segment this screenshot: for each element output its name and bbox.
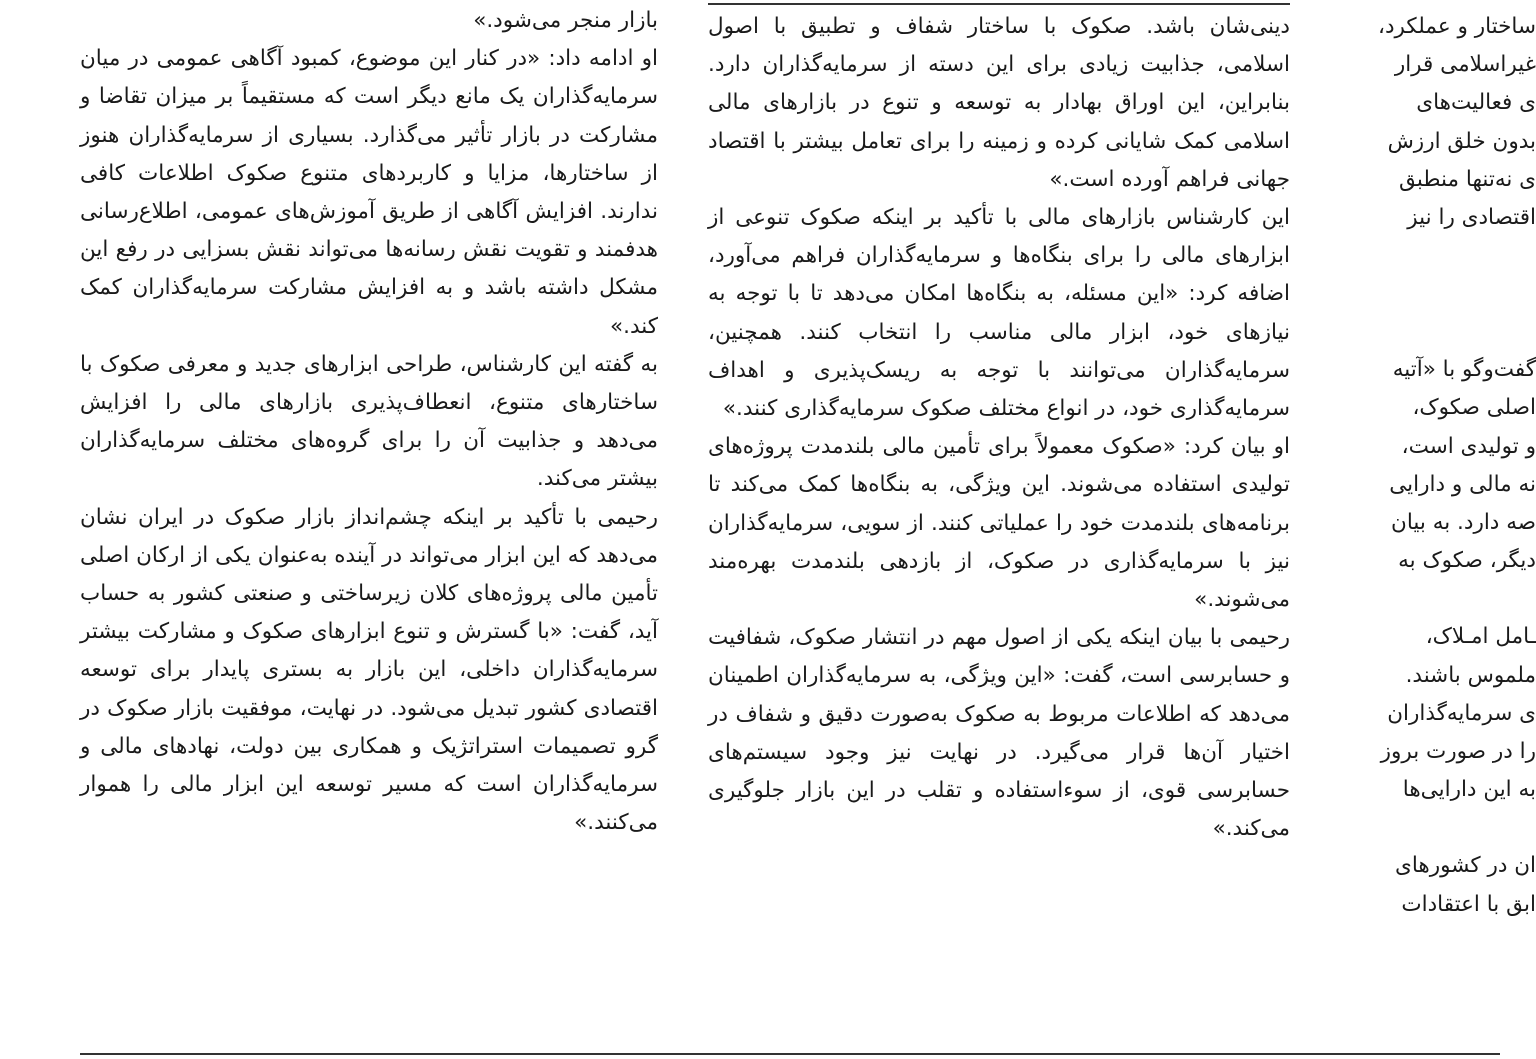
text-line: ساختار و عملکرد، — [1378, 14, 1536, 39]
bottom-rule — [80, 1053, 1500, 1055]
paragraph: او ادامه داد: «در کنار این موضوع، کمبود آگاهی عمومی در میان سرمایه‌گذاران یک مانع دیگر است که مستقیماً بر میزان تقاضا و مشارکت در بازار تأثیر می‌گذارد. بسیاری از سرمایه‌گذاران هنوز از ساختارها، مزایا و کاربردهای متنوع صکوک اطلاعات کافی ندارند. افزایش آگاهی از طریق آموزش‌های عمومی، اطلاع‌رسانی هدفمند و تقویت نقش رسانه‌ها می‌تواند نقش بسزایی در رفع این مشکل داشته باشد و به افزایش مشارکت سرمایه‌گذاران کمک کند.» — [80, 46, 658, 339]
column-left — [80, 2, 658, 842]
text-line: دیگر، صکوک به — [1398, 548, 1536, 574]
text-line: ـامل امـلاک، — [1425, 624, 1536, 650]
text-line: اقتصادی را نیز — [1407, 205, 1536, 231]
column-middle — [708, 8, 1290, 848]
text-line: ان در کشورهای — [1394, 853, 1536, 879]
text-line: ابق با اعتقادات — [1401, 891, 1536, 917]
paragraph: به گفته این کارشناس، طراحی ابزارهای جدید و معرفی صکوک با ساختارهای متنوع، انعطاف‌پذیری بازارهای مالی را افزایش می‌دهد و جذابیت آن را برای گروه‌های مختلف سرمایه‌گذاران بیشتر می‌کند. — [80, 351, 658, 492]
text-block — [1336, 847, 1536, 923]
text-line: ملموس باشند. — [1405, 662, 1536, 688]
text-line: ی نه‌تنها منطبق — [1399, 166, 1536, 192]
text-line: به این دارایی‌ها — [1402, 777, 1536, 803]
paragraph: رحیمی با تأکید بر اینکه چشم‌انداز بازار صکوک در ایران نشان می‌دهد که این ابزار می‌تواند در آینده به‌عنوان یکی از ارکان اصلی تأمین مالی پروژه‌های کلان زیرساختی و صنعتی کشور به حساب آید، گفت: «با گسترش و تنوع ابزارهای صکوک و مشارکت بیشتر سرمایه‌گذاران داخلی، این بازار به بستری پایدار برای توسعه اقتصادی کشور تبدیل می‌شود. در نهایت، موفقیت بازار صکوک در گرو تصمیمات استراتژیک و همکاری بین دولت، نهادهای مالی و سرمایه‌گذاران است که مسیر توسعه این ابزار مالی را هموار می‌کنند.» — [80, 504, 658, 836]
text-line: نه مالی و دارایی — [1389, 471, 1536, 497]
text-block — [1336, 351, 1536, 580]
paragraph: او بیان کرد: «صکوک معمولاً برای تأمین مالی بلندمدت پروژه‌های تولیدی استفاده می‌شوند. این ویژگی، به بنگاه‌ها کمک می‌کند تا برنامه‌های بلندمدت خود را عملیاتی کنند. از سویی، سرمایه‌گذاران نیز با سرمایه‌گذاری در صکوک، از بازدهی بلندمدت بهره‌مند می‌شوند.» — [708, 434, 1290, 613]
text-line: غیراسلامی قرار — [1394, 52, 1536, 78]
paragraph: رحیمی با بیان اینکه یکی از اصول مهم در انتشار صکوک، شفافیت و حسابرسی است، گفت: «این ویژگی، به سرمایه‌گذاران اطمینان می‌دهد که اطلاعات مربوط به صکوک به‌صورت دقیق و شفاف در اختیار آن‌ها قرار می‌گیرد. در نهایت نیز وجود سیستم‌های حسابرسی قوی، از سوءاستفاده و تقلب در این بازار جلوگیری می‌کند.» — [708, 625, 1290, 842]
top-rule — [708, 3, 1290, 5]
text-line: و تولیدی است، — [1401, 433, 1536, 459]
paragraph: بازار منجر می‌شود.» — [473, 8, 658, 33]
text-line: ی فعالیت‌های — [1416, 90, 1536, 116]
paragraph: دینی‌شان باشد. صکوک با ساختار شفاف و تطبیق با اصول اسلامی، جذابیت زیادی برای این دسته از سرمایه‌گذاران دارد. بنابراین، این اوراق بهادار به توسعه و تنوع در بازارهای مالی اسلامی کمک شایانی کرده و زمینه را برای تعامل بیشتر با اقتصاد جهانی فراهم آورده است.» — [708, 14, 1290, 192]
text-line: را در صورت بروز — [1380, 739, 1536, 765]
text-block — [1336, 8, 1536, 237]
text-line: صه دارد. به بیان — [1391, 510, 1536, 536]
text-line: بدون خلق ارزش — [1387, 128, 1536, 154]
column-right-cut — [1336, 8, 1536, 924]
text-line: اصلی صکوک، — [1412, 395, 1536, 421]
text-line: گفت‌وگو با «آتیه — [1392, 357, 1536, 383]
paragraph: این کارشناس بازارهای مالی با تأکید بر اینکه صکوک تنوعی از ابزارهای مالی را برای بنگاه‌ها و سرمایه‌گذاران فراهم می‌آورد، اضافه کرد: «این مسئله، به بنگاه‌ها امکان می‌دهد تا با توجه به نیازهای خود، ابزار مالی مناسب را انتخاب کنند. همچنین، سرمایه‌گذاران می‌توانند با توجه به ریسک‌پذیری و اهداف سرمایه‌گذاری خود، در انواع مختلف صکوک سرمایه‌گذاری کنند.» — [708, 205, 1290, 422]
text-line: ی سرمایه‌گذاران — [1387, 700, 1536, 726]
text-block — [1336, 618, 1536, 809]
